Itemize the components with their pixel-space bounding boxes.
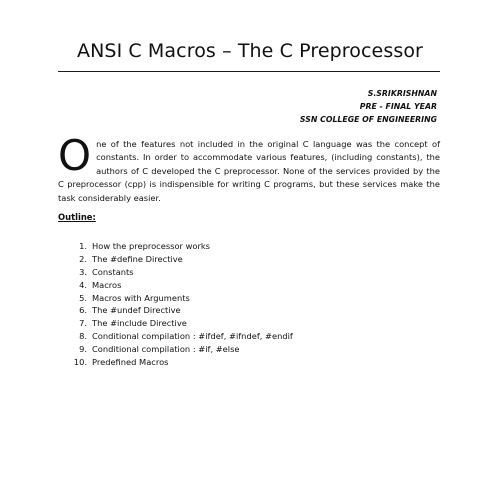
- outline-item: [70, 356, 293, 369]
- outline-item-number: 4.: [79, 279, 87, 290]
- outline-heading: Outline:: [58, 212, 96, 222]
- outline-item-text: Conditional compilation : #if, #else: [92, 344, 240, 355]
- outline-list: [70, 240, 293, 369]
- outline-item: [70, 330, 293, 343]
- title-divider: [58, 71, 440, 72]
- outline-item-text: Macros with Arguments: [92, 292, 190, 303]
- outline-item: [70, 292, 293, 305]
- outline-item-number: 8.: [79, 331, 87, 342]
- drop-cap: O: [58, 131, 92, 180]
- outline-item-text: Predefined Macros: [92, 357, 169, 368]
- outline-item-text: How the preprocessor works: [92, 241, 210, 251]
- author-name: S.SRIKRISHNAN: [367, 89, 437, 98]
- outline-item-text: Constants: [92, 266, 134, 277]
- outline-item-number: 2.: [79, 253, 87, 264]
- outline-item-number: 9.: [79, 344, 87, 355]
- author-year: PRE - FINAL YEAR: [359, 102, 437, 111]
- outline-item-number: 7.: [79, 318, 87, 329]
- outline-item-text: Macros: [92, 279, 122, 290]
- outline-item: [70, 317, 293, 330]
- outline-item: [70, 266, 293, 279]
- outline-item: [70, 304, 293, 317]
- intro-text: ne of the features not included in the original C language was the concept of constants. In order to accommodate various features, (including constants), the authors of C developed the C preprocessor. None of the services provided by the C preprocessor (cpp) is indispensible for writing C programs, but these services make the task considerably easier.: [58, 139, 440, 203]
- intro-paragraph: [58, 131, 440, 205]
- outline-item-text: The #include Directive: [92, 318, 187, 329]
- outline-item: [70, 279, 293, 292]
- outline-item-number: 5.: [79, 292, 87, 303]
- outline-item-number: 10.: [73, 357, 87, 368]
- outline-item-number: 3.: [79, 266, 87, 277]
- outline-item-number: 1.: [79, 241, 87, 251]
- author-college: SSN COLLEGE OF ENGINEERING: [299, 115, 437, 124]
- outline-item: [70, 240, 293, 253]
- outline-item: [70, 253, 293, 266]
- document-title: ANSI C Macros – The C Preprocessor: [77, 40, 423, 62]
- outline-item-text: The #define Directive: [92, 253, 183, 264]
- outline-item: [70, 343, 293, 356]
- outline-item-text: The #undef Directive: [92, 305, 181, 316]
- author-block: [300, 87, 437, 126]
- outline-item-number: 6.: [79, 305, 87, 316]
- outline-item-text: Conditional compilation : #ifdef, #ifndef, #endif: [92, 331, 293, 342]
